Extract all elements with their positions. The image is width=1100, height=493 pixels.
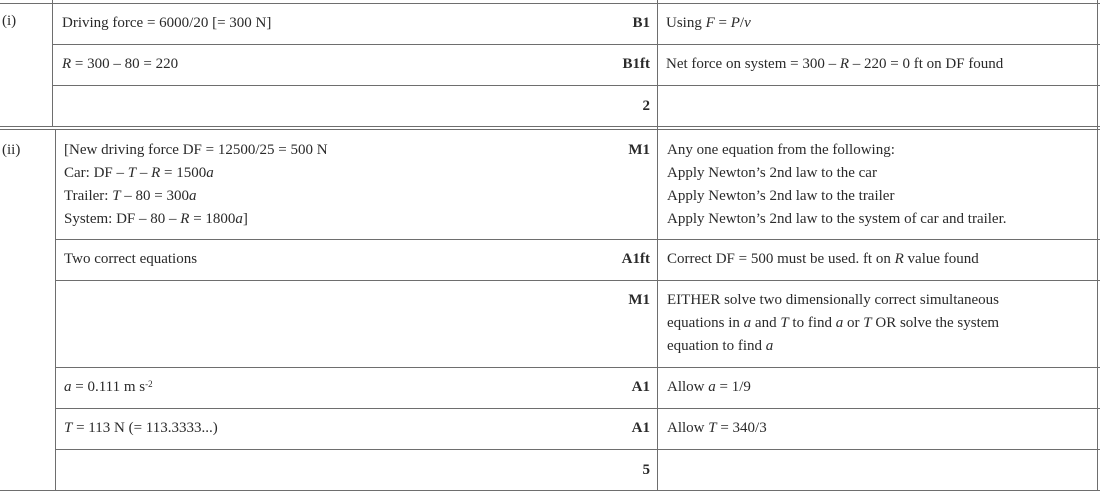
mark-code: M1 xyxy=(628,142,650,158)
working-text: [New driving force DF = 12500/25 = 500 N xyxy=(64,142,328,158)
row-divider xyxy=(55,449,1100,450)
mark-code: B1ft xyxy=(622,56,650,72)
mark-code: A1ft xyxy=(621,251,650,267)
guidance-note: EITHER solve two dimensionally correct simultaneous xyxy=(667,292,1000,308)
table-border-top xyxy=(0,3,1100,4)
row-divider xyxy=(52,44,1100,45)
guidance-note: Using F = P/v xyxy=(666,15,751,31)
guidance-note: Apply Newton’s 2nd law to the car xyxy=(667,165,877,181)
part-label: (ii) xyxy=(2,142,21,158)
guidance-note: equation to find a xyxy=(667,338,774,354)
part-total: 5 xyxy=(642,462,650,478)
working-text: T = 113 N (= 113.3333...) xyxy=(64,420,218,436)
working-text: Driving force = 6000/20 [= 300 N] xyxy=(62,15,272,31)
working-text: R = 300 – 80 = 220 xyxy=(62,56,179,72)
mark-code: B1 xyxy=(632,15,650,31)
part-label: (i) xyxy=(2,13,17,29)
mark-code: A1 xyxy=(631,420,650,436)
col-divider xyxy=(52,0,53,127)
guidance-note: Net force on system = 300 – R – 220 = 0 ft on DF found xyxy=(666,56,1004,72)
mark-code: M1 xyxy=(628,292,650,308)
guidance-note: Apply Newton’s 2nd law to the system of car and trailer. xyxy=(667,211,1007,227)
row-divider xyxy=(55,239,1100,240)
working-text: Two correct equations xyxy=(64,251,198,267)
working-text: Car: DF – T – R = 1500a xyxy=(64,165,214,181)
col-divider xyxy=(55,129,56,491)
part-divider xyxy=(0,129,1100,130)
row-divider xyxy=(52,85,1100,86)
guidance-note: Correct DF = 500 must be used. ft on R value found xyxy=(667,251,979,267)
working-text: Trailer: T – 80 = 300a xyxy=(64,188,197,204)
part-divider xyxy=(0,126,1100,127)
guidance-note: Allow a = 1/9 xyxy=(667,379,751,395)
col-divider xyxy=(1097,0,1098,491)
mark-code: A1 xyxy=(631,379,650,395)
row-divider xyxy=(55,408,1100,409)
row-divider xyxy=(55,280,1100,281)
row-divider xyxy=(55,367,1100,368)
guidance-note: Allow T = 340/3 xyxy=(667,420,767,436)
guidance-note: equations in a and T to find a or T OR solve the system xyxy=(667,315,1000,331)
table-border-bottom xyxy=(0,490,1100,491)
part-total: 2 xyxy=(642,98,650,114)
working-text: System: DF – 80 – R = 1800a] xyxy=(64,211,248,227)
col-divider xyxy=(657,0,658,491)
guidance-note: Any one equation from the following: xyxy=(667,142,895,158)
working-text: a = 0.111 m $s^{-2}$ xyxy=(64,379,153,395)
guidance-note: Apply Newton’s 2nd law to the trailer xyxy=(667,188,895,204)
